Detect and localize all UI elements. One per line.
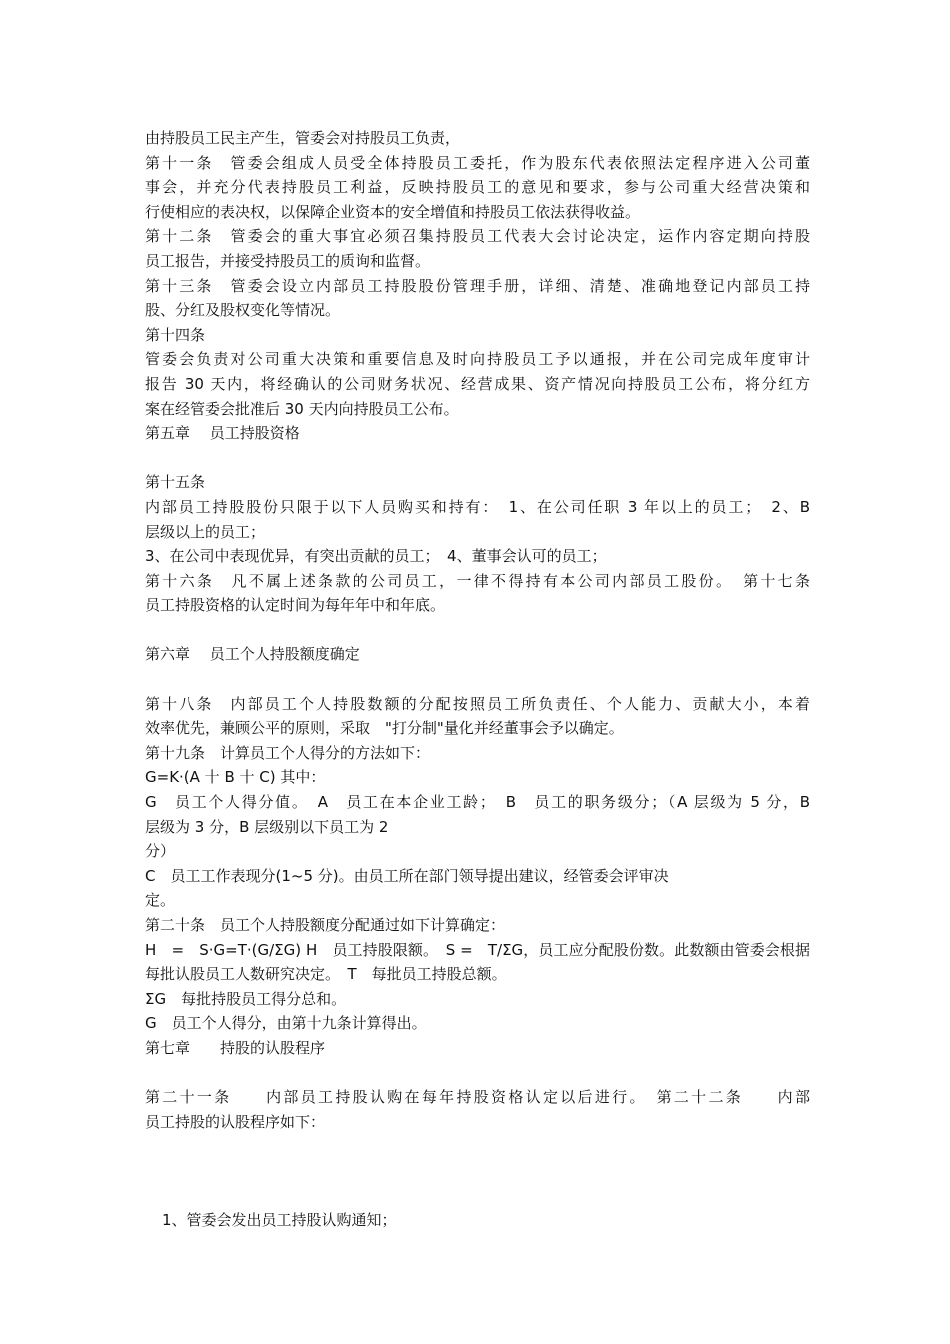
- chapter-7-heading: 第七章 持股的认股程序: [145, 1038, 326, 1057]
- article-21-line-1: 第二十一条 内部员工持股认购在每年持股资格认定以后进行。 第二十二条 内部: [145, 1088, 810, 1107]
- article-14-line-3: 案在经管委会批准后 30 天内向持股员工公布。: [145, 399, 459, 418]
- spacer: [145, 667, 810, 692]
- article-12-line-1: 第十二条 管委会的重大事宜必须召集持股员工代表大会讨论决定，运作内容定期向持股: [145, 227, 810, 246]
- formula-sigma-g: ΣG 每批持股员工得分总和。: [145, 989, 347, 1008]
- article-11-line-3: 行使相应的表决权，以保障企业资本的安全增值和持股员工依法获得收益。: [145, 202, 641, 221]
- spacer: [145, 1183, 810, 1208]
- formula-g-explain-3: 分）: [145, 842, 176, 861]
- article-15-line-2: 层级以上的员工；: [145, 522, 266, 541]
- article-18-line-2: 效率优先，兼顾公平的原则，采取 "打分制"量化并经董事会予以确定。: [145, 719, 624, 738]
- formula-h-line-2: 每批认股员工人数研究决定。 T 每批员工持股总额。: [145, 965, 507, 984]
- formula-h-line-1: H = S·G=T·(G/ΣG) H 员工持股限额。 S = T/ΣG，员工应分配股份数。此数额由管委会根据: [145, 940, 810, 959]
- chapter-6-heading: 第六章 员工个人持股额度确定: [145, 645, 360, 664]
- formula-g: G=K·(A 十 B 十 C) 其中：: [145, 768, 326, 787]
- article-13-line-1: 第十三条 管委会设立内部员工持股股份管理手册，详细、清楚、准确地登记内部员工持: [145, 276, 810, 295]
- spacer: [145, 618, 810, 643]
- article-14-line-1: 管委会负责对公司重大决策和重要信息及时向持股员工予以通报，并在公司完成年度审计: [145, 350, 810, 369]
- formula-g-note: G 员工个人得分，由第十九条计算得出。: [145, 1014, 427, 1033]
- article-15-line-1: 内部员工持股股份只限于以下人员购买和持有： 1、在公司任职 3 年以上的员工； 2、B: [145, 497, 810, 516]
- article-11-line-2: 事会，并充分代表持股员工利益，反映持股员工的意见和要求，参与公司重大经营决策和: [145, 178, 810, 197]
- procedure-step-1: 1、管委会发出员工持股认购通知；: [162, 1210, 397, 1229]
- spacer: [145, 1061, 810, 1086]
- article-14-line-2: 报告 30 天内，将经确认的公司财务状况、经营成果、资产情况向持股员工公布，将分红方: [145, 374, 810, 393]
- article-16-line-1: 第十六条 凡不属上述条款的公司员工，一律不得持有本公司内部员工股份。 第十七条: [145, 571, 810, 590]
- article-14-heading: 第十四条: [145, 325, 206, 344]
- article-12-line-2: 员工报告，并接受持股员工的质询和监督。: [145, 251, 431, 270]
- article-15-line-3: 3、在公司中表现优异，有突出贡献的员工； 4、董事会认可的员工；: [145, 547, 607, 566]
- spacer: [145, 1134, 810, 1183]
- article-18-line-1: 第十八条 内部员工个人持股数额的分配按照员工所负责任、个人能力、贡献大小，本着: [145, 694, 810, 713]
- formula-c-explain-1: C 员工工作表现分(1~5 分)。由员工所在部门领导提出建议，经管委会评审决: [145, 866, 669, 885]
- text-line: 由持股员工民主产生，管委会对持股员工负责，: [145, 129, 461, 147]
- formula-g-explain-2: 层级为 3 分，B 层级别以下员工为 2: [145, 817, 389, 836]
- chapter-5-heading: 第五章 员工持股资格: [145, 424, 300, 443]
- article-15-heading: 第十五条: [145, 473, 206, 492]
- formula-c-explain-2: 定。: [145, 891, 176, 910]
- formula-g-explain-1: G 员工个人得分值。 A 员工在本企业工龄； B 员工的职务级分；（A 层级为 5 分，B: [145, 793, 810, 812]
- article-11-line-1: 第十一条 管委会组成人员受全体持股员工委托，作为股东代表依照法定程序进入公司董: [145, 153, 810, 172]
- document-page: [145, 126, 810, 1233]
- article-22-line-2: 员工持股的认股程序如下：: [145, 1112, 326, 1131]
- article-19-line-1: 第十九条 计算员工个人得分的方法如下：: [145, 743, 431, 762]
- article-20-line-1: 第二十条 员工个人持股额度分配通过如下计算确定：: [145, 916, 506, 934]
- spacer: [145, 446, 810, 471]
- article-17-line: 员工持股资格的认定时间为每年年中和年底。: [145, 596, 446, 615]
- article-13-line-2: 股、分红及股权变化等情况。: [145, 301, 341, 320]
